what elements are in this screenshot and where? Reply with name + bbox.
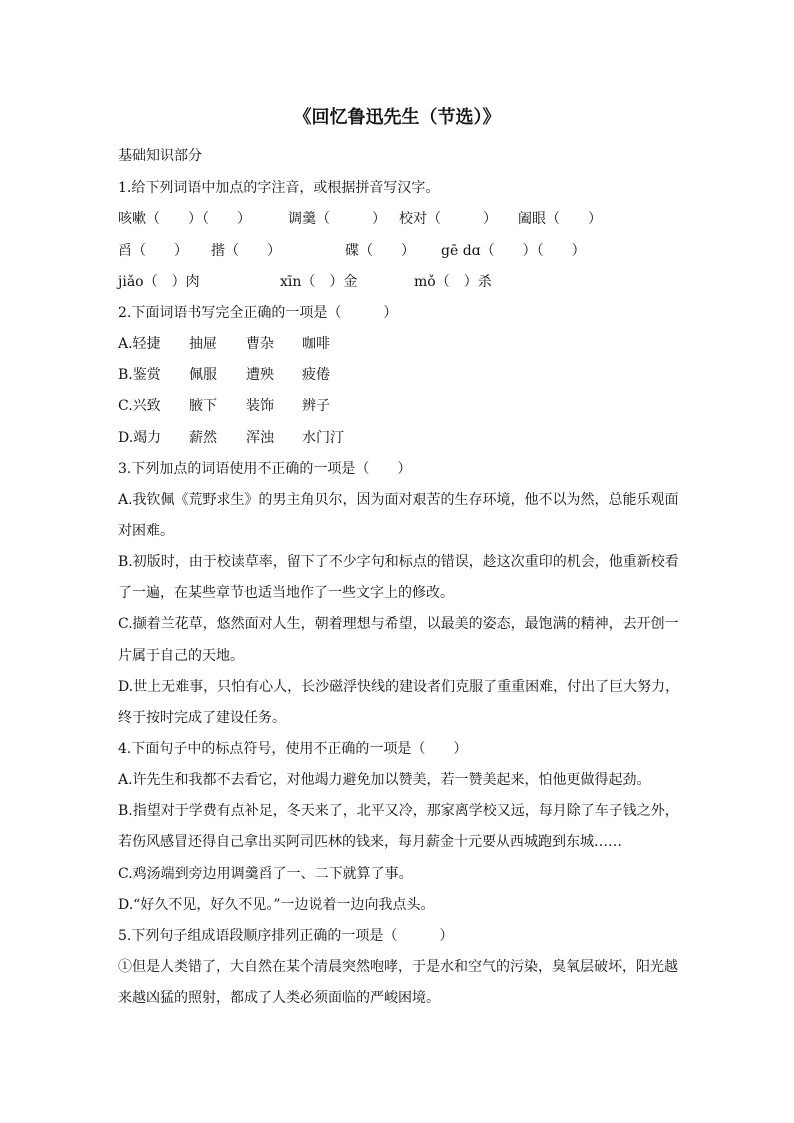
section-heading: 基础知识部分 [118,148,202,164]
question-3-option-c-line-1: C.撷着兰花草，悠然面对人生，朝着理想与希望，以最美的姿态，最饱满的精神，去开创一 [118,616,679,632]
question-4-option-a: A.许先生和我都不去看它，对他竭力避免加以赞美，若一赞美起来，怕他更做得起劲。 [118,772,651,788]
option-word: A.轻捷 [118,336,161,352]
q1-item: 舀（ ） [118,243,188,259]
q1-item: 阖眼（ ） [518,211,602,227]
q1-item: mǒ（ ）杀 [414,274,492,290]
option-word: 抽屉 [189,336,217,352]
question-4-stem: 4.下面句子中的标点符号，使用不正确的一项是（ ） [118,741,468,757]
option-word: D.竭力 [118,430,162,446]
question-5-stem: 5.下列句子组成语段顺序排列正确的一项是（ ） [118,928,454,944]
option-word: 咖啡 [302,336,330,352]
q1-item: xīn（ ）金 [280,274,358,290]
question-1-row-1 [118,208,678,228]
question-4-option-b-line-2: 若伤风感冒还得自己拿出买阿司匹林的钱来，每月薪金十元要从西城跑到东城…… [118,834,622,850]
option-word: 腋下 [189,398,217,414]
question-3-option-c-line-2: 片属于自己的天地。 [118,648,244,664]
question-5-sentence-1-line-1: ①但是人类错了，大自然在某个清晨突然咆哮，于是水和空气的污染，臭氧层破坏，阳光越 [118,959,678,975]
question-2-option-b [118,364,678,384]
question-5-sentence-1-line-2: 来越凶猛的照射，都成了人类必须面临的严峻困境。 [118,990,440,1006]
question-3-option-a-line-1: A.我钦佩《荒野求生》的男主角贝尔，因为面对艰苦的生存环境，他不以为然，总能乐观面 [118,492,679,508]
q1-item: 校对（ ） [399,211,497,227]
question-3-stem: 3.下列加点的词语使用不正确的一项是（ ） [118,461,412,477]
option-word: 遭殃 [246,367,274,383]
question-2-option-d [118,427,678,447]
question-1-row-3 [118,271,678,291]
q1-item: 碟（ ） [345,243,415,259]
option-word: B.鉴赏 [118,367,161,383]
q1-item: jiǎo（ ）肉 [118,274,200,290]
question-2-option-a [118,333,678,353]
q1-item: gē dɑ（ ）（ ） [441,243,586,259]
option-word: 薪然 [189,430,217,446]
question-3-option-b-line-1: B.初版时，由于校读草率，留下了不少字句和标点的错误，趁这次重印的机会，他重新校看 [118,554,679,570]
question-3-option-d-line-1: D.世上无难事，只怕有心人，长沙磁浮快线的建设者们克服了重重困难，付出了巨大努力， [118,679,680,695]
q1-item: 咳嗽（ ）（ ） [118,211,251,227]
question-3-option-d-line-2: 终于按时完成了建设任务。 [118,710,286,726]
option-word: 浑浊 [246,430,274,446]
question-1-row-2 [118,240,678,260]
option-word: 水门汀 [302,430,344,446]
page-title: 《回忆鲁迅先生（节选）》 [293,107,501,128]
question-4-option-b-line-1: B.指望对于学费有点补足，冬天来了，北平又冷，那家离学校又远，每月除了车子钱之外， [118,803,679,819]
question-4-option-c: C.鸡汤端到旁边用调羹舀了一、二下就算了事。 [118,866,413,882]
option-word: 疲倦 [302,367,330,383]
question-2-stem: 2.下面词语书写完全正确的一项是（ ） [118,305,398,321]
option-word: C.兴致 [118,398,161,414]
option-word: 辨子 [302,398,330,414]
question-3-option-b-line-2: 了一遍，在某些章节也适当地作了一些文字上的修改。 [118,585,454,601]
option-word: 装饰 [246,398,274,414]
option-word: 佩服 [189,367,217,383]
question-4-option-d: D.“好久不见，好久不见。”一边说着一边向我点头。 [118,897,435,913]
question-2-option-c [118,395,678,415]
q1-item: 调羹（ ） [288,211,386,227]
q1-item: 揩（ ） [211,243,281,259]
question-1-stem: 1.给下列词语中加点的字注音，或根据拼音写汉字。 [118,180,440,196]
question-3-option-a-line-2: 对困难。 [118,523,174,539]
option-word: 曹杂 [246,336,274,352]
